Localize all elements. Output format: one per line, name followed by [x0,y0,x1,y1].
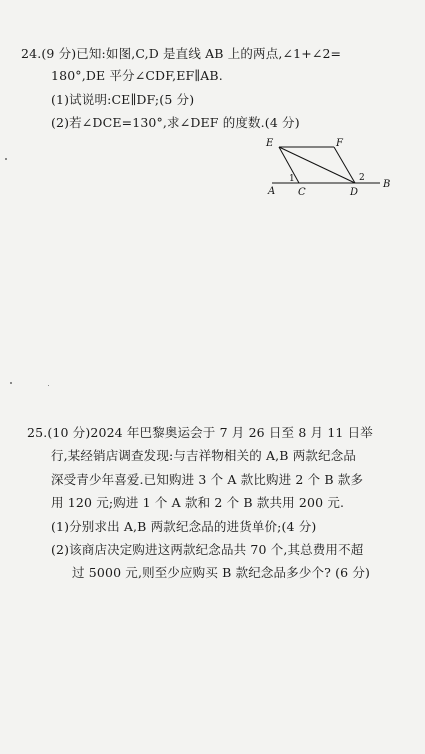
label-angle-2: 2 [359,173,365,183]
q25-part-1: (1)分别求出 A,B 两款纪念品的进货单价;(4 分) [51,519,317,534]
q24-line-2: 180°,DE 平分∠CDF,EF∥AB. [51,68,223,83]
label-c: C [298,187,306,198]
label-d: D [350,187,359,198]
label-e: E [266,138,274,149]
q25-part-2-line-1: (2)该商店决定购进这两款纪念品共 70 个,其总费用不超 [51,542,364,557]
q25-part-2-line-2: 过 5000 元,则至少应购买 B 款纪念品多少个? (6 分) [72,565,371,580]
q24-line-1: 24.(9 分)已知:如图,C,D 是直线 AB 上的两点,∠1+∠2= [21,46,342,61]
q25-line-3: 深受青少年喜爱.已知购进 3 个 A 款比购进 2 个 B 款多 [51,472,364,487]
scan-speck [48,385,49,386]
q25-line-1: 25.(10 分)2024 年巴黎奥运会于 7 月 26 日至 8 月 11 日举 [27,425,373,440]
scan-speck [5,158,7,160]
q25-line-2: 行,某经销店调查发现:与吉祥物相关的 A,B 两款纪念品 [51,448,357,463]
geometry-figure [262,133,392,198]
scan-speck [10,382,12,384]
label-angle-1: 1 [289,174,295,184]
q24-part-1: (1)试说明:CE∥DF;(5 分) [51,92,195,107]
label-a: A [268,186,276,197]
label-b: B [383,179,391,190]
q24-part-2: (2)若∠DCE=130°,求∠DEF 的度数.(4 分) [51,115,300,130]
q25-line-4: 用 120 元;购进 1 个 A 款和 2 个 B 款共用 200 元. [51,495,345,510]
label-f: F [336,138,343,149]
